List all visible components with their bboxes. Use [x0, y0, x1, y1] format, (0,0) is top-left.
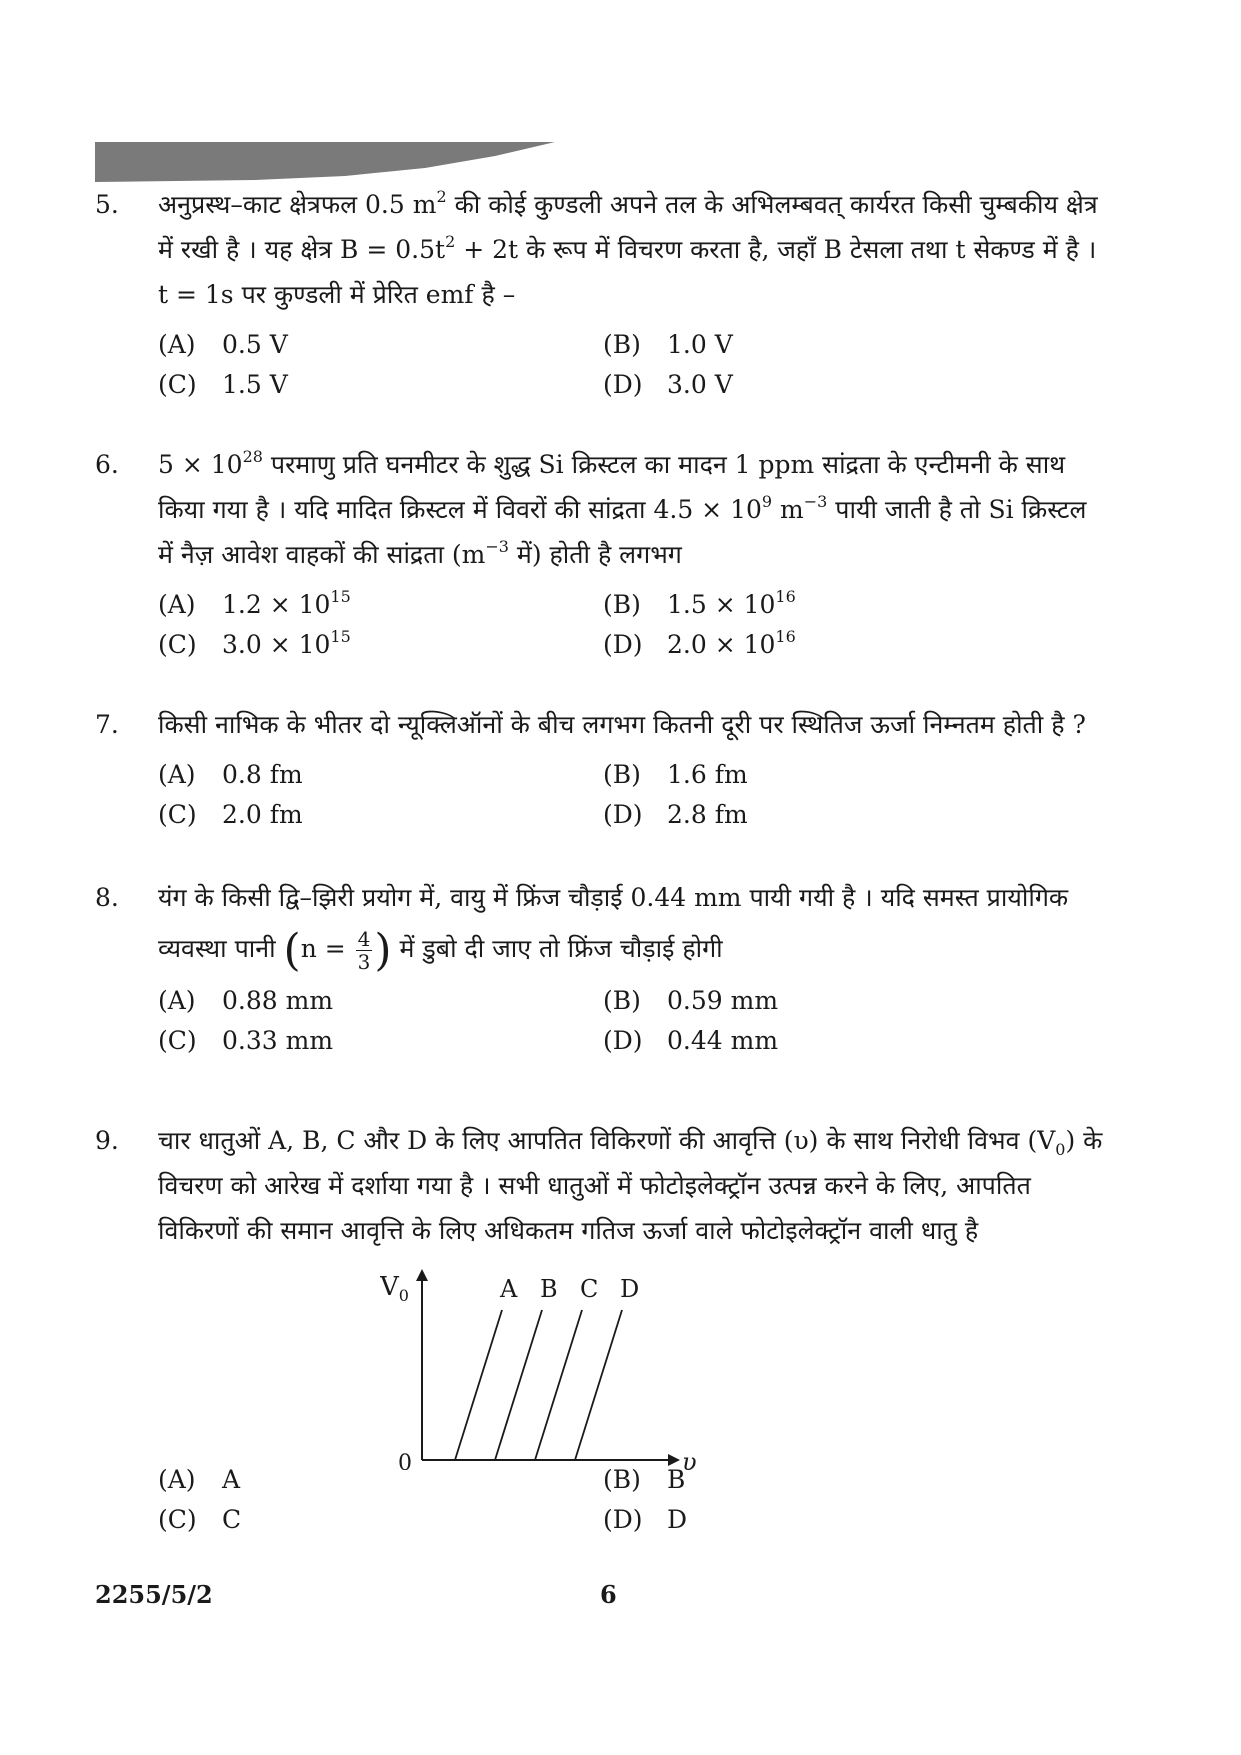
- option-d[interactable]: (D) 0.44 mm: [603, 1026, 779, 1055]
- option-d[interactable]: (D) D: [603, 1505, 688, 1534]
- options: [158, 981, 1038, 1061]
- x-axis-label: υ: [682, 1448, 697, 1470]
- option-b[interactable]: (B) $1.5 \times 10^{16}$: [603, 586, 796, 619]
- question-5: [95, 182, 1098, 405]
- option-b[interactable]: (B) 1.6 fm: [603, 760, 748, 789]
- question-number: 7.: [95, 710, 119, 739]
- option-b[interactable]: (B) 0.59 mm: [603, 986, 779, 1015]
- stopping-potential-graph: [380, 1265, 700, 1470]
- question-6: [95, 442, 1095, 665]
- question-line-1: यंग के किसी द्वि–झिरी प्रयोग में, वायु में फ्रिंज चौड़ाई 0.44 mm पायी गयी है । यदि समस्त प्रायोगिक: [158, 883, 1069, 912]
- header-bar: [95, 142, 555, 182]
- options: [158, 755, 1038, 835]
- line-label-b: B: [540, 1275, 558, 1303]
- line-b: [495, 1310, 542, 1460]
- line-a: [455, 1310, 502, 1460]
- option-c[interactable]: (C) 0.33 mm: [158, 1026, 334, 1055]
- option-c[interactable]: (C) $3.0 \times 10^{15}$: [158, 626, 351, 659]
- option-a[interactable]: (A) 0.88 mm: [158, 986, 334, 1015]
- line-label-d: D: [620, 1275, 640, 1303]
- question-number: 9.: [95, 1126, 119, 1155]
- page-number: 6: [600, 1580, 617, 1609]
- option-a[interactable]: (A) $1.2 \times 10^{15}$: [158, 586, 351, 619]
- question-8: [95, 875, 1095, 1061]
- line-label-a: A: [500, 1275, 518, 1303]
- question-text: चार धातुओं A, B, C और D के लिए आपतित विकिरणों की आवृत्ति (υ) के साथ निरोधी विभव $(V_0)$ के विचरण को आरेख में दर्शाया गया है । सभी धातुओं में फोटोइलेक्ट्रॉन उत्पन्न करने के लिए, आपतित विकिरणों की समान आवृत्ति के लिए अधिकतम गतिज ऊर्जा वाले फोटोइलेक्ट्रॉन वाली धातु है: [158, 1126, 1103, 1245]
- line-c: [535, 1310, 582, 1460]
- options: [158, 585, 1038, 665]
- question-text: किसी नाभिक के भीतर दो न्यूक्लिऑनों के बीच लगभग कितनी दूरी पर स्थितिज ऊर्जा निम्नतम होती है ?: [158, 710, 1086, 739]
- question-number: 6.: [95, 450, 119, 479]
- option-c[interactable]: (C) 1.5 V: [158, 370, 288, 399]
- option-a[interactable]: (A) 0.5 V: [158, 330, 288, 359]
- paper-code: 2255/5/2: [95, 1580, 213, 1609]
- question-line-2: व्यवस्था पानी (n = $\frac{4}{3}$ ) में डुबो दी जाए तो फ्रिंज चौड़ाई होगी: [158, 925, 723, 976]
- option-d[interactable]: (D) 3.0 V: [603, 370, 733, 399]
- line-d: [575, 1310, 622, 1460]
- option-c[interactable]: (C) C: [158, 1505, 242, 1534]
- question-9: [95, 1118, 1103, 1253]
- option-b[interactable]: (B) B: [603, 1465, 686, 1494]
- question-text: अनुप्रस्थ–काट क्षेत्रफल 0.5 $m^2$ की कोई कुण्डली अपने तल के अभिलम्बवत् कार्यरत किसी चुम्बकीय क्षेत्र में रखी है । यह क्षेत्र $B = 0.5t^2 + 2t$ के रूप में विचरण करता है, जहाँ B टेसला तथा t सेकण्ड में है । t = 1s पर कुण्डली में प्रेरित emf है –: [158, 186, 1098, 309]
- options: [158, 1460, 1038, 1540]
- origin-label: 0: [398, 1451, 412, 1470]
- y-axis-arrow: [416, 1269, 428, 1281]
- line-label-c: C: [580, 1275, 599, 1303]
- option-b[interactable]: (B) 1.0 V: [603, 330, 733, 359]
- question-text: [158, 875, 1103, 976]
- option-c[interactable]: (C) 2.0 fm: [158, 800, 303, 829]
- option-d[interactable]: (D) 2.8 fm: [603, 800, 748, 829]
- question-9-options: [95, 1460, 1095, 1540]
- question-text: $5 \times 10^{28}$ परमाणु प्रति घनमीटर के शुद्ध Si क्रिस्टल का मादन 1 ppm सांद्रता के एन्टीमनी के साथ किया गया है । यदि मादित क्रिस्टल में विवरों की सांद्रता $4.5 \times 10^9$ $m^{-3}$ पायी जाती है तो Si क्रिस्टल में नैज़ आवेश वाहकों की सांद्रता ($m^{-3}$ में) होती है लगभग: [158, 446, 1087, 569]
- question-number: 8.: [95, 883, 119, 912]
- option-a[interactable]: (A) 0.8 fm: [158, 760, 303, 789]
- option-a[interactable]: (A) A: [158, 1465, 241, 1494]
- question-number: 5.: [95, 190, 119, 219]
- option-d[interactable]: (D) $2.0 \times 10^{16}$: [603, 626, 796, 659]
- fraction: $\frac{4}{3}$: [357, 927, 371, 974]
- options: [158, 325, 1038, 405]
- question-7: [95, 702, 1095, 835]
- y-axis-label: $V_0$: [380, 1272, 409, 1305]
